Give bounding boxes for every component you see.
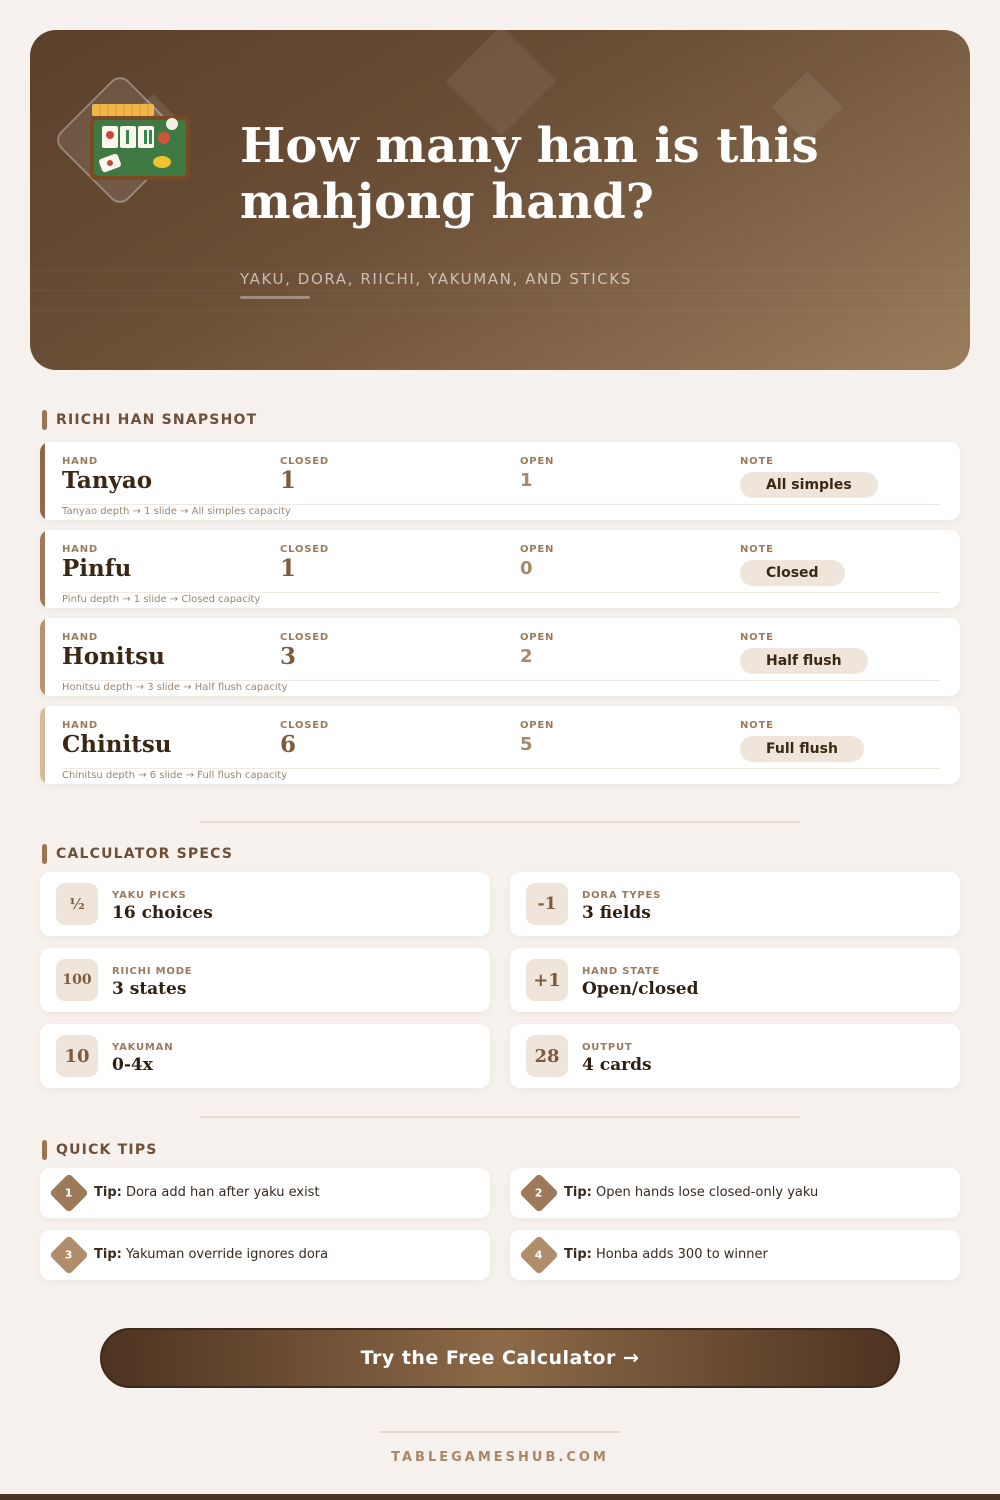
spec-card (510, 872, 960, 936)
row-accent (40, 706, 45, 784)
tip-text (94, 1247, 328, 1262)
divider (200, 1116, 800, 1118)
try-calculator-button[interactable]: Try the Free Calculator → (100, 1328, 900, 1388)
tip-card (40, 1230, 490, 1280)
hand-name: Chinitsu (62, 731, 172, 758)
row-accent (40, 442, 45, 520)
decor-line (30, 290, 970, 291)
open-caption: OPEN (520, 544, 555, 555)
tip-number-badge (49, 1173, 89, 1213)
depth-caption: Tanyao depth → 1 slide → All simples capacity (62, 506, 291, 517)
divider (200, 821, 800, 823)
open-column (520, 632, 554, 667)
closed-column (280, 720, 329, 758)
closed-han-value: 6 (280, 731, 297, 758)
spec-badge: -1 (526, 883, 568, 925)
closed-han-value: 1 (280, 467, 297, 494)
tip-text (94, 1185, 320, 1200)
tip-number: 3 (65, 1248, 73, 1262)
tip-text (564, 1185, 818, 1200)
tip-body: Honba adds 300 to winner (595, 1247, 768, 1262)
han-row (40, 442, 960, 520)
open-caption: OPEN (520, 456, 555, 467)
spec-value: Open/closed (582, 979, 699, 999)
heading-accent-bar (42, 1140, 47, 1160)
spec-value: 4 cards (582, 1055, 652, 1075)
spec-card (40, 948, 490, 1012)
open-caption: OPEN (520, 632, 555, 643)
heading-accent-bar (42, 410, 47, 430)
open-han-value: 1 (520, 470, 533, 491)
han-row (40, 618, 960, 696)
section-heading-tips (42, 1140, 158, 1160)
row-divider (62, 768, 940, 769)
spec-label: HAND STATE (582, 966, 661, 977)
note-badge: Half flush (740, 648, 868, 674)
spec-value: 3 states (112, 979, 187, 999)
depth-caption: Chinitsu depth → 6 slide → Full flush capacity (62, 770, 288, 781)
spec-value: 16 choices (112, 903, 213, 923)
spec-badge: ½ (56, 883, 98, 925)
spec-label: OUTPUT (582, 1042, 633, 1053)
spec-label: DORA TYPES (582, 890, 662, 901)
tip-card (510, 1168, 960, 1218)
row-divider (62, 592, 940, 593)
hand-column (62, 544, 131, 582)
section-label: QUICK TIPS (56, 1142, 158, 1158)
tip-prefix: Tip: (564, 1185, 592, 1200)
note-column (740, 456, 878, 498)
closed-caption: CLOSED (280, 720, 329, 731)
closed-column (280, 456, 329, 494)
spec-card (40, 872, 490, 936)
note-column (740, 632, 868, 674)
open-caption: OPEN (520, 720, 555, 731)
hand-name: Pinfu (62, 555, 132, 582)
bottom-bar (0, 1494, 1000, 1500)
hand-caption: HAND (62, 544, 98, 555)
row-accent (40, 618, 45, 696)
hand-column (62, 456, 152, 494)
note-column (740, 720, 864, 762)
tip-number: 2 (535, 1186, 543, 1200)
tip-body: Yakuman override ignores dora (125, 1247, 329, 1262)
open-column (520, 544, 554, 579)
row-divider (62, 680, 940, 681)
hand-name: Tanyao (62, 467, 153, 494)
title-underline (240, 296, 310, 299)
tip-prefix: Tip: (94, 1247, 122, 1262)
row-divider (62, 504, 940, 505)
tip-number: 4 (535, 1248, 543, 1262)
spec-card (40, 1024, 490, 1088)
closed-caption: CLOSED (280, 632, 329, 643)
closed-han-value: 1 (280, 555, 297, 582)
open-han-value: 5 (520, 734, 533, 755)
hand-caption: HAND (62, 720, 98, 731)
tip-card (510, 1230, 960, 1280)
section-heading-snapshot (42, 410, 257, 430)
page-title: How many han is this mahjong hand? (240, 118, 819, 230)
tip-number-badge (519, 1173, 559, 1213)
closed-column (280, 544, 329, 582)
spec-badge: 100 (56, 959, 98, 1001)
open-column (520, 456, 554, 491)
closed-han-value: 3 (280, 643, 297, 670)
tip-number: 1 (65, 1186, 73, 1200)
page-subtitle: YAKU, DORA, RIICHI, YAKUMAN, AND STICKS (240, 270, 632, 288)
section-heading-specs (42, 844, 233, 864)
tip-card (40, 1168, 490, 1218)
hand-name: Honitsu (62, 643, 165, 670)
closed-caption: CLOSED (280, 544, 329, 555)
hand-caption: HAND (62, 456, 98, 467)
footer-site-link[interactable]: TABLEGAMESHUB.COM (391, 1450, 609, 1465)
note-caption: NOTE (740, 544, 774, 555)
hand-caption: HAND (62, 632, 98, 643)
tip-prefix: Tip: (94, 1185, 122, 1200)
depth-caption: Pinfu depth → 1 slide → Closed capacity (62, 594, 261, 605)
tip-body: Dora add han after yaku exist (125, 1185, 320, 1200)
note-caption: NOTE (740, 632, 774, 643)
note-badge: All simples (740, 472, 878, 498)
open-column (520, 720, 554, 755)
spec-label: RIICHI MODE (112, 966, 193, 977)
row-accent (40, 530, 45, 608)
spec-badge: 10 (56, 1035, 98, 1077)
spec-value: 0-4x (112, 1055, 153, 1075)
section-label: CALCULATOR SPECS (56, 846, 234, 862)
spec-badge: +1 (526, 959, 568, 1001)
tip-number-badge (519, 1235, 559, 1275)
note-column (740, 544, 845, 586)
hand-column (62, 720, 172, 758)
note-caption: NOTE (740, 456, 774, 467)
closed-caption: CLOSED (280, 456, 329, 467)
spec-label: YAKUMAN (112, 1042, 174, 1053)
han-row (40, 706, 960, 784)
spec-label: YAKU PICKS (112, 890, 187, 901)
mahjong-table-icon (84, 102, 196, 186)
hand-column (62, 632, 165, 670)
spec-card (510, 1024, 960, 1088)
spec-badge: 28 (526, 1035, 568, 1077)
decor-line (30, 310, 970, 311)
section-label: RIICHI HAN SNAPSHOT (56, 412, 258, 428)
tip-number-badge (49, 1235, 89, 1275)
footer-divider (380, 1431, 620, 1433)
depth-caption: Honitsu depth → 3 slide → Half flush capacity (62, 682, 288, 693)
open-han-value: 0 (520, 558, 533, 579)
tip-prefix: Tip: (564, 1247, 592, 1262)
tip-body: Open hands lose closed-only yaku (595, 1185, 819, 1200)
note-caption: NOTE (740, 720, 774, 731)
spec-card (510, 948, 960, 1012)
hero-banner (30, 30, 970, 370)
spec-value: 3 fields (582, 903, 651, 923)
note-badge: Full flush (740, 736, 864, 762)
open-han-value: 2 (520, 646, 533, 667)
heading-accent-bar (42, 844, 47, 864)
han-row (40, 530, 960, 608)
closed-column (280, 632, 329, 670)
tip-text (564, 1247, 768, 1262)
note-badge: Closed (740, 560, 845, 586)
